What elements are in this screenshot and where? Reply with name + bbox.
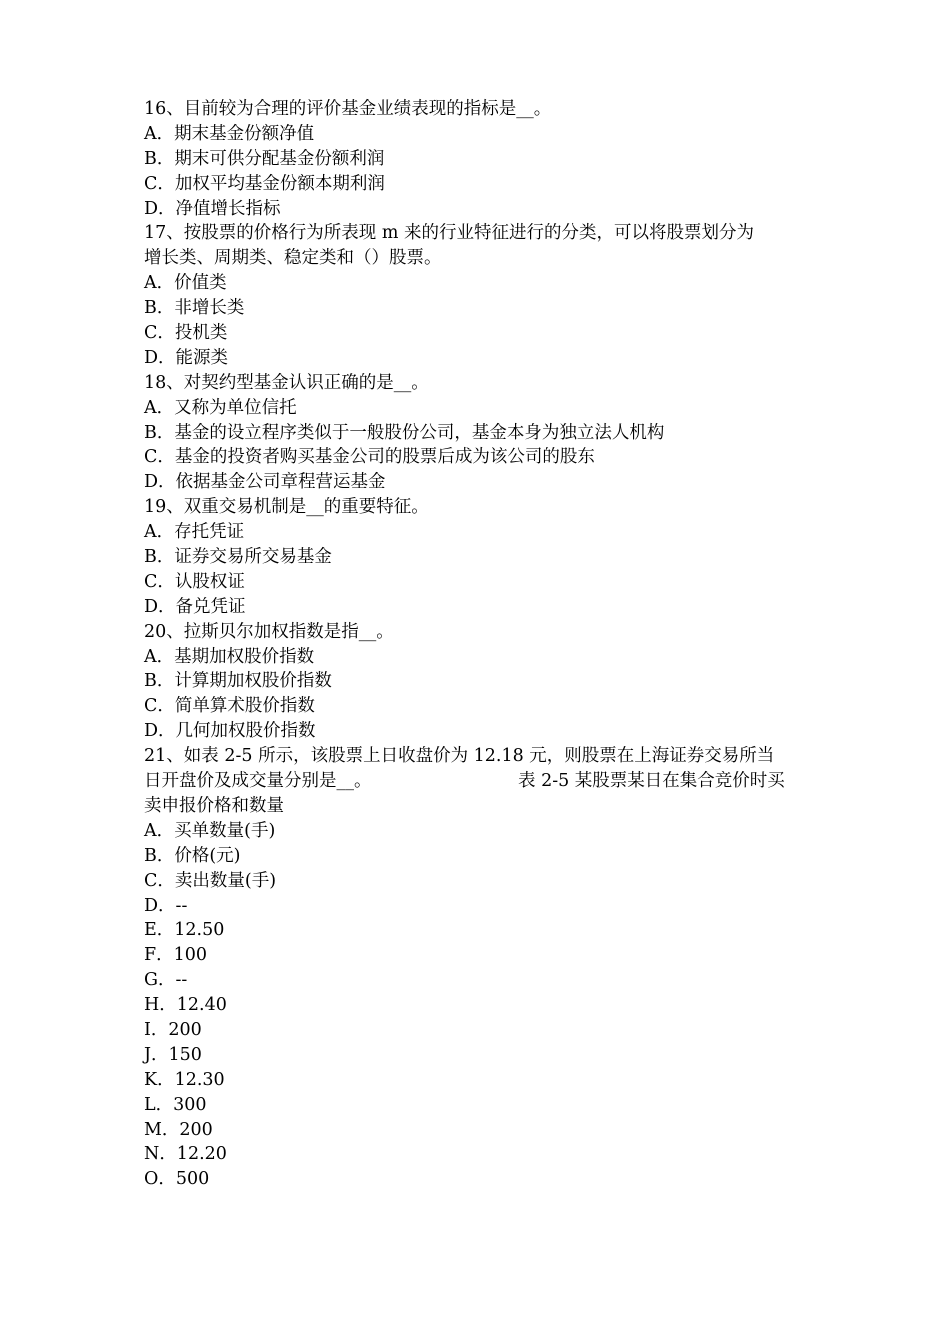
- option-b: B．价格(元): [144, 845, 241, 866]
- question-stem-line-1: 17、按股票的价格行为所表现 m 来的行业特征进行的分类，可以将股票划分为: [144, 223, 754, 244]
- option-e: E．12.50: [144, 920, 225, 941]
- option-a: A．买单数量(手): [144, 820, 276, 841]
- option-c: C．投机类: [144, 323, 228, 344]
- question-stem-line-2: 增长类、周期类、稳定类和（）股票。: [144, 248, 442, 269]
- option-a: A．期末基金份额净值: [144, 123, 315, 144]
- option-b: B．非增长类: [144, 298, 245, 319]
- option-d: D．依据基金公司章程营运基金: [144, 472, 386, 493]
- question-stem: 20、拉斯贝尔加权指数是指__。: [144, 621, 394, 642]
- option-b: B．期末可供分配基金份额利润: [144, 148, 385, 169]
- table-caption-continued: 卖申报价格和数量: [144, 795, 284, 816]
- option-d: D．几何加权股价指数: [144, 721, 316, 742]
- option-k: K．12.30: [144, 1069, 225, 1090]
- option-d: D．--: [144, 895, 188, 916]
- document-page: [144, 97, 808, 1192]
- option-c: C．卖出数量(手): [144, 870, 277, 891]
- option-d: D．净值增长指标: [144, 198, 281, 219]
- question-17: [144, 221, 808, 370]
- option-h: H．12.40: [144, 995, 227, 1016]
- question-stem-text: 日开盘价及成交量分别是__。: [144, 771, 372, 792]
- option-f: F．100: [144, 945, 208, 966]
- question-16: [144, 97, 808, 221]
- option-d: D．能源类: [144, 347, 229, 368]
- option-n: N．12.20: [144, 1144, 227, 1165]
- option-c: C．基金的投资者购买基金公司的股票后成为该公司的股东: [144, 447, 595, 468]
- question-18: [144, 371, 808, 495]
- question-stem-line-2: [144, 769, 808, 794]
- option-o: O．500: [144, 1169, 210, 1190]
- option-c: C．加权平均基金份额本期利润: [144, 173, 385, 194]
- option-b: B．计算期加权股价指数: [144, 671, 332, 692]
- option-a: A．又称为单位信托: [144, 397, 297, 418]
- question-19: [144, 495, 808, 619]
- option-m: M．200: [144, 1119, 213, 1140]
- question-stem: 16、目前较为合理的评价基金业绩表现的指标是__。: [144, 99, 552, 119]
- option-c: C．认股权证: [144, 571, 245, 592]
- option-g: G．--: [144, 970, 188, 991]
- option-j: J．150: [144, 1044, 202, 1065]
- question-stem-line-1: 21、如表 2-5 所示，该股票上日收盘价为 12.18 元，则股票在上海证券交易所当: [144, 746, 775, 767]
- table-caption: 表 2-5 某股票某日在集合竞价时买: [518, 771, 785, 792]
- option-i: I．200: [144, 1019, 202, 1040]
- question-stem: 19、双重交易机制是__的重要特征。: [144, 497, 429, 518]
- question-21: [144, 744, 808, 1192]
- option-a: A．存托凭证: [144, 522, 245, 543]
- option-b: B．证券交易所交易基金: [144, 547, 332, 568]
- question-20: [144, 620, 808, 744]
- option-l: L．300: [144, 1094, 207, 1115]
- option-a: A．基期加权股价指数: [144, 646, 315, 667]
- option-c: C．简单算术股价指数: [144, 696, 315, 717]
- question-stem: 18、对契约型基金认识正确的是__。: [144, 372, 429, 393]
- option-b: B．基金的设立程序类似于一般股份公司，基金本身为独立法人机构: [144, 422, 665, 443]
- option-d: D．备兑凭证: [144, 596, 246, 617]
- option-a: A．价值类: [144, 273, 227, 294]
